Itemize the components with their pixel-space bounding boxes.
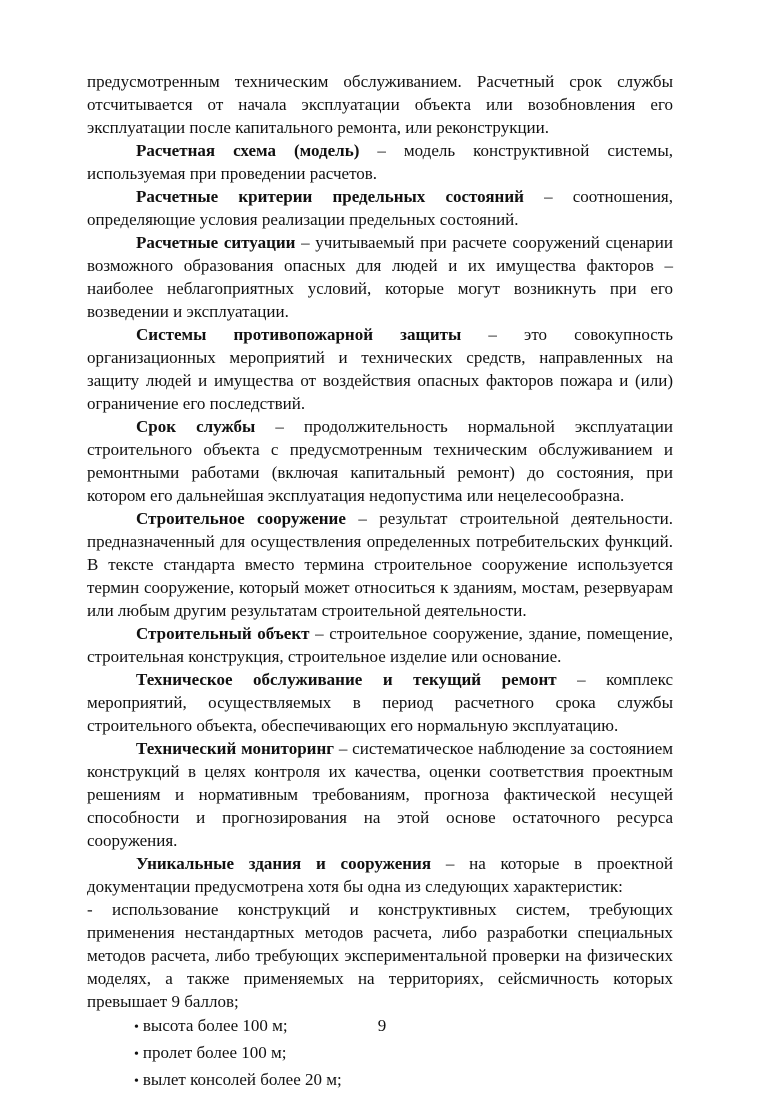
definition-text: – модель конструктивной системы, используемая при проведении расчетов. (87, 141, 673, 183)
definition-term: Строительное сооружение (136, 509, 346, 528)
list-item-text: высота более 100 м; (142, 1016, 288, 1035)
definition-paragraph (87, 507, 673, 622)
definition-term: Строительный объект (136, 624, 310, 643)
definition-term: Расчетные критерии предельных состояний (136, 187, 524, 206)
definition-paragraph (87, 415, 673, 507)
definition-term: Техническое обслуживание и текущий ремонт (136, 670, 557, 689)
definition-text: – это совокупность организационных мероприятий и технических средств, направленных на защиту людей и имущества от воздействия опасных факторов пожара и (или) ограничение его последствий. (87, 325, 673, 413)
page-number: 9 (377, 1016, 387, 1035)
definition-text: – результат строительной деятельности. предназначенный для осуществления определенных потребительских функций. В тексте стандарта вместо термина строительное сооружение используется термин сооружение, который может относиться к зданиям, мостам, резервуарам или любым другим результатам строительной деятельности. (87, 509, 673, 620)
document-body (87, 70, 673, 1094)
definition-text: – продолжительность нормальной эксплуатации строительного объекта с предусмотренным техническим обслуживанием и ремонтными работами (включая капитальный ремонт) до состояния, при котором его дальнейшая эксплуатация недопустима или нецелесообразна. (87, 417, 674, 505)
bullet-icon: • (134, 1020, 139, 1035)
definition-text: – на которые в проектной документации предусмотрена хотя бы одна из следующих характеристик: (87, 854, 673, 896)
definition-paragraph (87, 231, 673, 323)
definition-term: Срок службы (136, 417, 256, 436)
definition-term: Расчетная схема (модель) (136, 141, 360, 160)
definition-term: Системы противопожарной защиты (136, 325, 462, 344)
bullet-icon: • (134, 1074, 139, 1089)
definition-term: Технический мониторинг (136, 739, 334, 758)
definition-term: Уникальные здания и сооружения (136, 854, 432, 873)
list-item (87, 1067, 673, 1094)
bullet-icon: • (134, 1047, 139, 1062)
definition-paragraph (87, 139, 673, 185)
list-item-text: вылет консолей более 20 м; (142, 1070, 342, 1089)
definition-paragraph (87, 737, 673, 852)
definition-paragraph (87, 852, 673, 898)
definition-text: – соотношения, определяющие условия реализации предельных состояний. (87, 187, 673, 229)
definition-term: Расчетные ситуации (136, 233, 296, 252)
definition-text: – комплекс мероприятий, осуществляемых в период расчетного срока службы строительного объекта, обеспечивающих его нормальную эксплуатацию. (87, 670, 673, 735)
intro-paragraph: предусмотренным техническим обслуживанием. Расчетный срок службы отсчитывается от начала эксплуатации объекта или возобновления его эксплуатации после капитального ремонта, или реконструкции. (87, 72, 673, 137)
definition-paragraph (87, 185, 673, 231)
definition-paragraph (87, 622, 673, 668)
definition-paragraph (87, 668, 673, 737)
definition-text: – систематическое наблюдение за состоянием конструкций в целях контроля их качества, оценки соответствия проектным решениям и нормативным требованиям, прогноза фактической несущей способности и прогнозирования на этой основе остаточного ресурса сооружения. (87, 739, 673, 850)
definition-paragraph (87, 323, 673, 415)
dash-list-item: - использование конструкций и конструктивных систем, требующих применения нестандартных методов расчета, либо разработки специальных методов расчета, либо требующих экспериментальной проверки на физических моделях, а также применяемых на территориях, сейсмичность которых превышает 9 баллов; (87, 900, 673, 1011)
list-item-text: пролет более 100 м; (142, 1043, 287, 1062)
definition-text: – учитываемый при расчете сооружений сценарии возможного образования опасных для людей и их имущества факторов – наиболее неблагоприятных условий, которые могут возникнуть при его возведении и эксплуатации. (87, 233, 673, 321)
list-item (87, 1040, 673, 1067)
definition-text: – строительное сооружение, здание, помещение, строительная конструкция, строительное изделие или основание. (87, 624, 674, 666)
